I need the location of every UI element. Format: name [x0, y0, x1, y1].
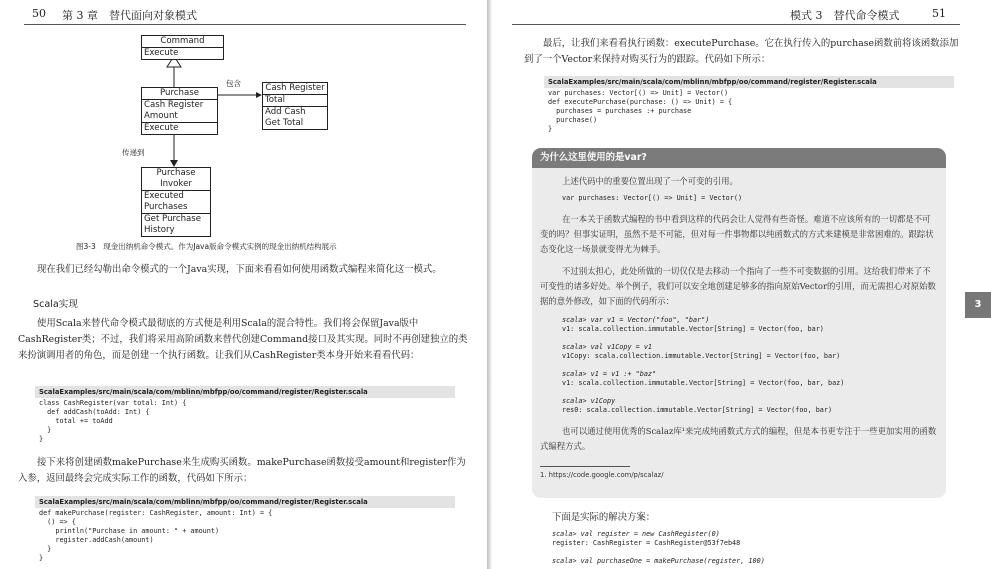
figure-caption: 图3-3 现金出纳机命令模式。作为Java版命令模式实例的现金出纳机结构展示 [76, 242, 337, 251]
chapter-header: 第 3 章 替代面向对象模式 [62, 9, 197, 22]
code-line: } [39, 545, 52, 553]
code-path-bar: ScalaExamples/src/main/scala/com/mblinn/mbfpp/oo/command/register/Register.scala [35, 386, 455, 398]
footnote: 1. https://code.google.com/p/scalaz/ [540, 471, 664, 479]
chapter-tab: 3 [965, 292, 991, 318]
code-line: purchases = purchases :+ purchase [548, 107, 692, 115]
code-line: } [39, 554, 44, 562]
footnote-rule [540, 466, 630, 467]
code-line: total += toAdd [39, 417, 113, 425]
repl-line: v1: scala.collection.immutable.Vector[String] = Vector(foo, bar) [562, 325, 824, 333]
purchase-member: Amount [144, 111, 178, 121]
paragraph: 接下来将创建函数makePurchase来生成购买函数。makePurchase函数接受amount和register作为入参，返回最终会完成实际工作的函数，代码如下所示： [18, 457, 466, 484]
code-line: var purchases: Vector[() => Unit] = Vector() [548, 89, 729, 97]
repl-line: scala> val purchaseOne = makePurchase(register, 100) [552, 557, 765, 565]
passed-to-label: 传递到 [122, 148, 145, 157]
sidebar-paragraph: 不过别太担心，此处所做的一切仅仅是去移动一个指向了一些不可变数据的引用。这给我们带来了不可变性的诸多好处。举个例子，我们可以安全地创建足够多的指向原始Vector的引用，而无需担心对原始数据的意外修改，如下面的代码所示： [540, 266, 936, 306]
code-line: } [39, 426, 52, 434]
command-member: Execute [142, 47, 223, 59]
sidebar-paragraph: 也可以通过使用优秀的Scalaz库¹来完成纯函数式方式的编程，但是本书更专注于一些更加实用的函数式编程方式。 [540, 426, 937, 451]
purchase-invoker-title: Purchase Invoker [156, 168, 196, 189]
repl-line: scala> v1 = v1 :+ "baz" [562, 370, 657, 378]
code-line: class CashRegister(var total: Int) { [39, 399, 187, 407]
section-title: Scala实现 [33, 299, 78, 310]
sidebar-title: 为什么这里使用的是var? [532, 148, 946, 168]
code-line: def makePurchase(register: CashRegister, amount: Int) = { [39, 509, 273, 517]
code-path-bar: ScalaExamples/src/main/scala/com/mblinn/mbfpp/oo/command/register/Register.scala [35, 496, 455, 508]
paragraph: 最后，让我们来看看执行函数：executePurchase。它在执行传入的purchase函数前将该函数添加到了一个Vector来保持对购买行为的跟踪。代码如下所示： [524, 38, 959, 65]
command-title: Command [160, 36, 205, 46]
paragraph: 下面是实际的解决方案： [552, 512, 656, 523]
code-line: } [548, 125, 553, 133]
repl-line: scala> val v1Copy = v1 [562, 343, 653, 351]
page-number: 50 [32, 7, 46, 20]
repl-line: v1Copy: scala.collection.immutable.Vector[String] = Vector(foo, bar) [562, 352, 841, 360]
code-line: println("Purchase in amount: " + amount) [39, 527, 220, 535]
cash-register-member: Total [263, 94, 327, 106]
sidebar-paragraph: 在一本关于函数式编程的书中看到这样的代码会让人觉得有些奇怪。难道不应该所有的一切都是不可变的吗？但事实证明，虽然不是不可能，但对每一件事物都以纯函数式的方式来建模是非常困难的。跟踪状态变化这一场景就变得尤为棘手。 [540, 214, 934, 254]
purchase-member: Execute [142, 122, 217, 134]
purchase-title: Purchase [159, 88, 200, 98]
code-line: } [39, 435, 44, 443]
code-path-bar: ScalaExamples/src/main/scala/com/mblinn/mbfpp/oo/command/register/Register.scala [544, 76, 954, 88]
repl-line: v1: scala.collection.immutable.Vector[String] = Vector(foo, bar, baz) [562, 379, 845, 387]
sidebar-code: var purchases: Vector[() => Unit] = Vector() [562, 194, 743, 202]
sidebar-paragraph: 上述代码中的重要位置出现了一个可变的引用。 [562, 176, 738, 186]
code-line: register.addCash(amount) [39, 536, 154, 544]
code-line: def addCash(toAdd: Int) { [39, 408, 150, 416]
uml-connectors [0, 0, 487, 260]
cash-register-class [262, 82, 328, 130]
left-page [0, 0, 487, 569]
header-rule [512, 24, 960, 25]
repl-line: res0: scala.collection.immutable.Vector[String] = Vector(foo, bar) [562, 406, 833, 414]
repl-line: register: CashRegister = CashRegister@53f7eb48 [552, 539, 741, 547]
purchase-class [141, 87, 218, 135]
page-number: 51 [932, 7, 946, 20]
purchase-invoker-class [141, 167, 211, 237]
code-line: def executePurchase(purchase: () => Unit) = { [548, 98, 733, 106]
purchase-invoker-member: Executed Purchases [142, 190, 210, 213]
cash-register-member: Get Total [265, 118, 304, 128]
repl-line: scala> var v1 = Vector("foo", "bar") [562, 316, 710, 324]
code-line: () => { [39, 518, 76, 526]
repl-line: scala> val register = new CashRegister(0) [552, 530, 720, 538]
sidebar-box [532, 148, 946, 498]
chapter-header: 模式 3 替代命令模式 [790, 9, 900, 22]
command-class [141, 35, 224, 60]
purchase-member: Cash Register [142, 99, 217, 111]
paragraph: 使用Scala来替代命令模式最彻底的方式便是利用Scala的混合特性。我们将会保留Java版中CashRegister类；不过，我们将采用高阶函数来替代创建Command接口及其实现。同时不再创建独立的类来扮演调用者的角色，而是创建一个执行函数。让我们从CashRegister类本身开始来看看代码： [18, 318, 468, 361]
repl-line: scala> v1Copy [562, 397, 616, 405]
paragraph: 现在我们已经勾勒出命令模式的一个Java实现，下面来看看如何使用函数式编程来简化这一模式。 [37, 264, 442, 275]
code-line: purchase() [548, 116, 598, 124]
cash-register-member: Add Cash [263, 106, 327, 118]
purchase-invoker-member: Get Purchase History [142, 213, 210, 236]
cash-register-title: Cash Register [265, 83, 325, 93]
contains-label: 包含 [226, 79, 241, 88]
